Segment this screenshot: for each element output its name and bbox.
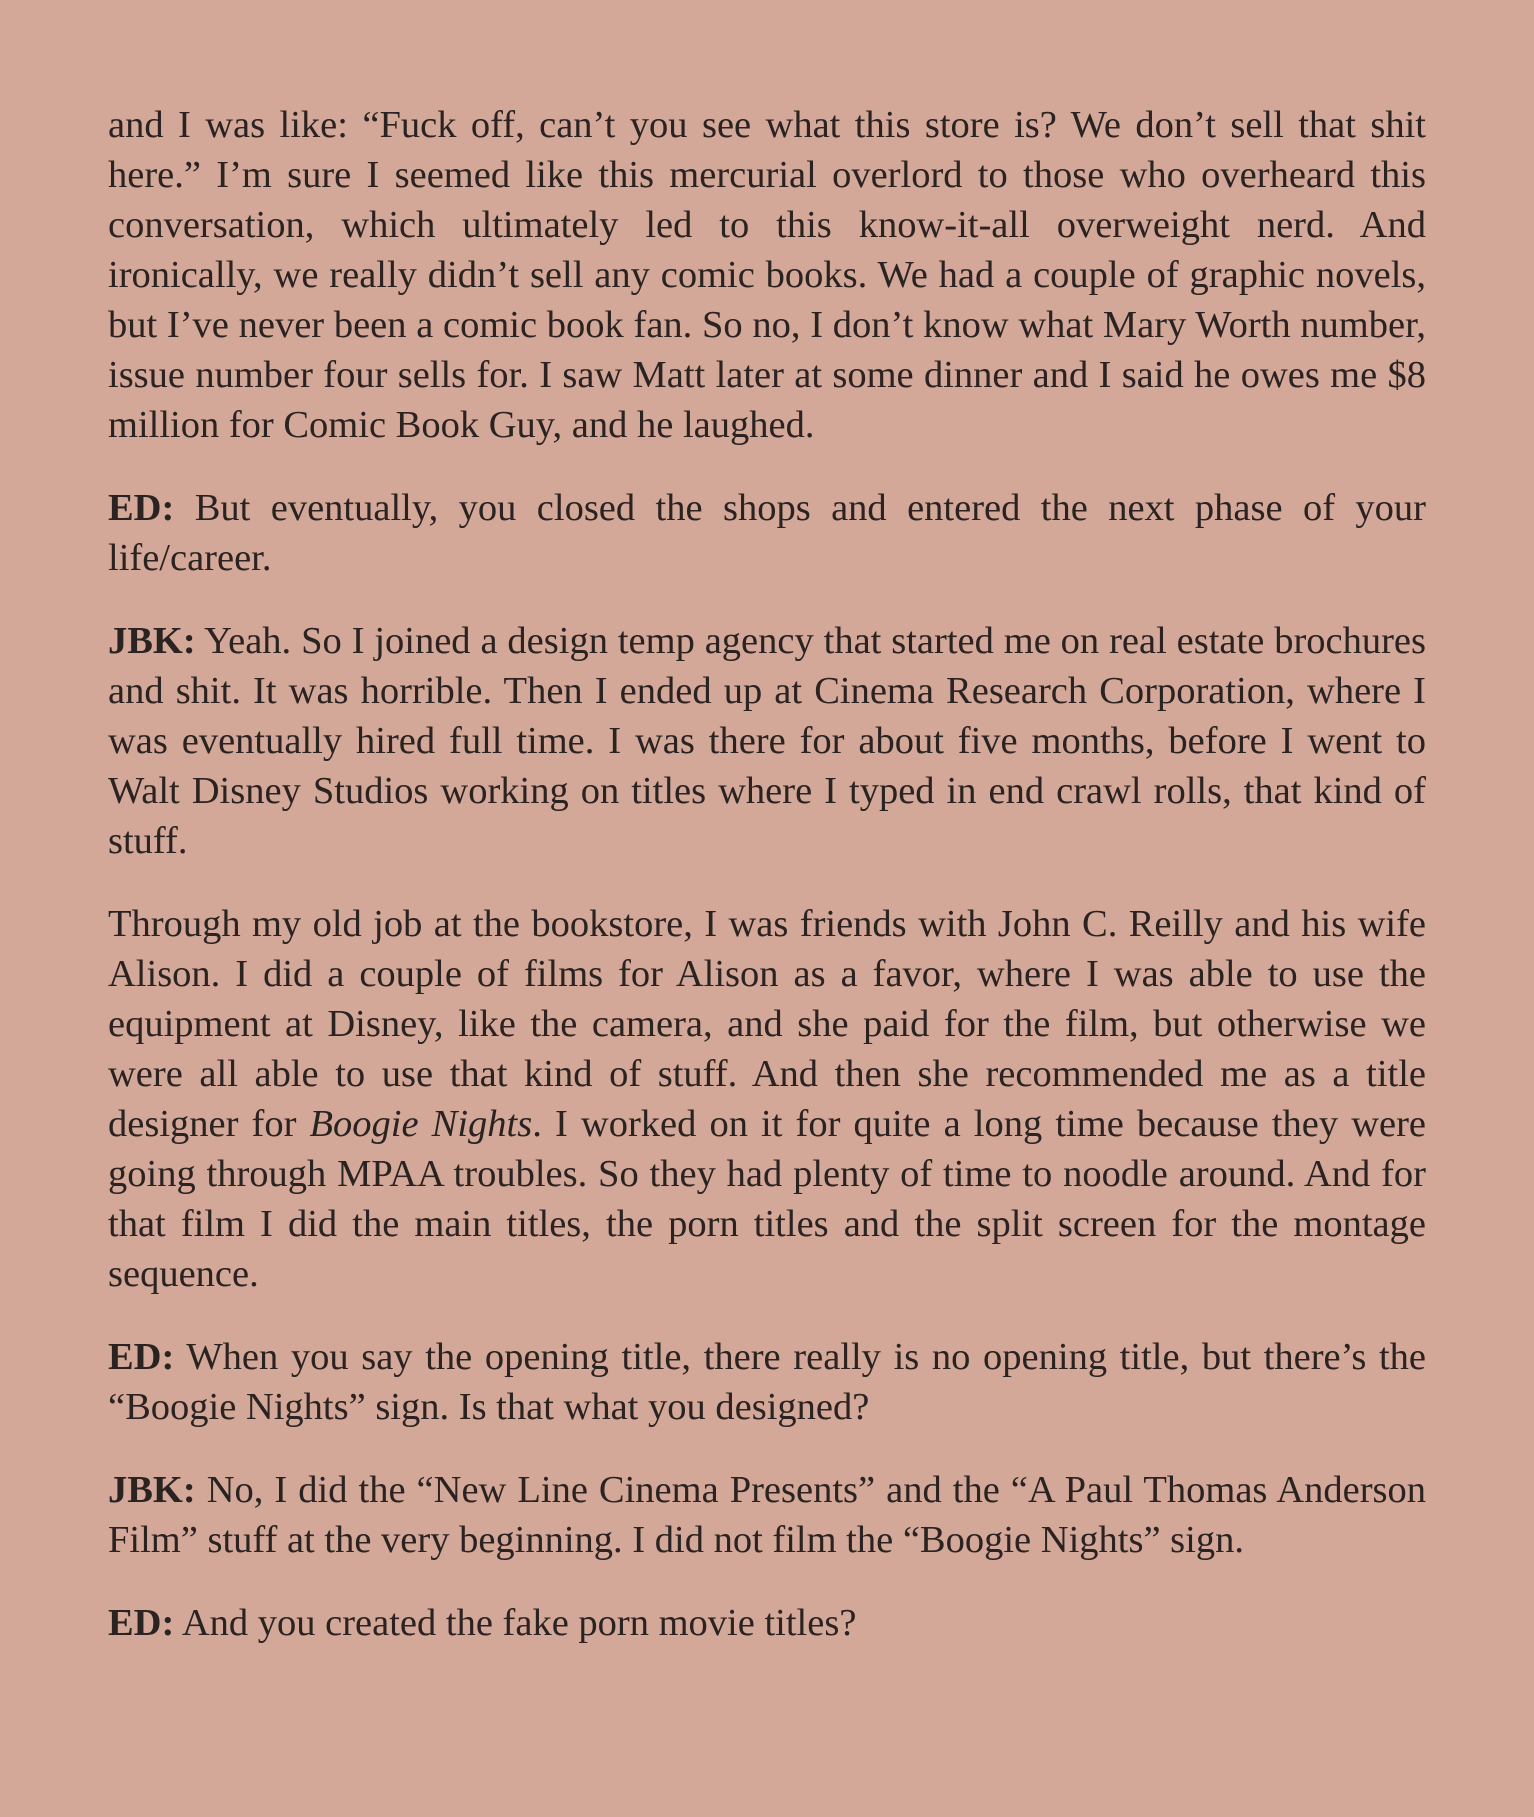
paragraph-boogie-nights-story: [108, 899, 1426, 1299]
speaker-label: ED:: [108, 1602, 175, 1644]
speaker-label: ED:: [108, 487, 175, 529]
interview-page: [108, 100, 1426, 1681]
paragraph-text: Yeah. So I joined a design temp agency that started me on real estate brochures and shit. It was horrible. Then I ended up at Cinema Research Corporation, where I was eventually hired full time. I was there for about five months, before I went to Walt Disney Studios working on titles where I typed in end crawl rolls, that kind of stuff.: [108, 620, 1426, 862]
speaker-label: JBK:: [108, 1469, 196, 1511]
paragraph-text: But eventually, you closed the shops and entered the next phase of your life/career.: [108, 487, 1427, 579]
paragraph-ed-question-porn-titles: [108, 1598, 1426, 1648]
film-title-italic: Boogie Nights: [309, 1103, 533, 1145]
paragraph-text: and I was like: “Fuck off, can’t you see what this store is? We don’t sell that shit here.” I’m sure I seemed like this mercurial overlord to those who overheard this conversation, which ultimately led to this know-it-all overweight nerd. And ironically, we really didn’t sell any comic books. We had a couple of graphic novels, but I’ve never been a comic book fan. So no, I don’t know what Mary Worth number, issue number four sells for. I saw Matt later at some dinner and I said he owes me $8 million for Comic Book Guy, and he laughed.: [108, 104, 1426, 446]
speaker-label: ED:: [108, 1336, 175, 1378]
paragraph-jbk-answer-new-line: [108, 1465, 1426, 1565]
paragraph-jbk-answer-temp-agency: [108, 616, 1426, 866]
paragraph-ed-question-opening-title: [108, 1332, 1426, 1432]
paragraph-text: When you say the opening title, there really is no opening title, but there’s the “Boogie Nights” sign. Is that what you designed?: [108, 1336, 1426, 1428]
speaker-label: JBK:: [108, 620, 196, 662]
paragraph-text-after: . I worked on it for quite a long time because they were going through MPAA troubles. So they had plenty of time to noodle around. And for that film I did the main titles, the porn titles and the split screen for the montage sequence.: [108, 1103, 1427, 1295]
paragraph-ed-question-career: [108, 483, 1426, 583]
paragraph-text: No, I did the “New Line Cinema Presents” and the “A Paul Thomas Anderson Film” stuff at the very beginning. I did not film the “Boogie Nights” sign.: [108, 1469, 1426, 1561]
paragraph-text: And you created the fake porn movie titles?: [181, 1602, 857, 1644]
paragraph-text-before: Through my old job at the bookstore, I was friends with John C. Reilly and his wife Alison. I did a couple of films for Alison as a favor, where I was able to use the equipment at Disney, like the camera, and she paid for the film, but otherwise we were all able to use that kind of stuff. And then she recommended me as a title designer for: [108, 903, 1426, 1145]
paragraph-comic-book-guy: [108, 100, 1426, 450]
